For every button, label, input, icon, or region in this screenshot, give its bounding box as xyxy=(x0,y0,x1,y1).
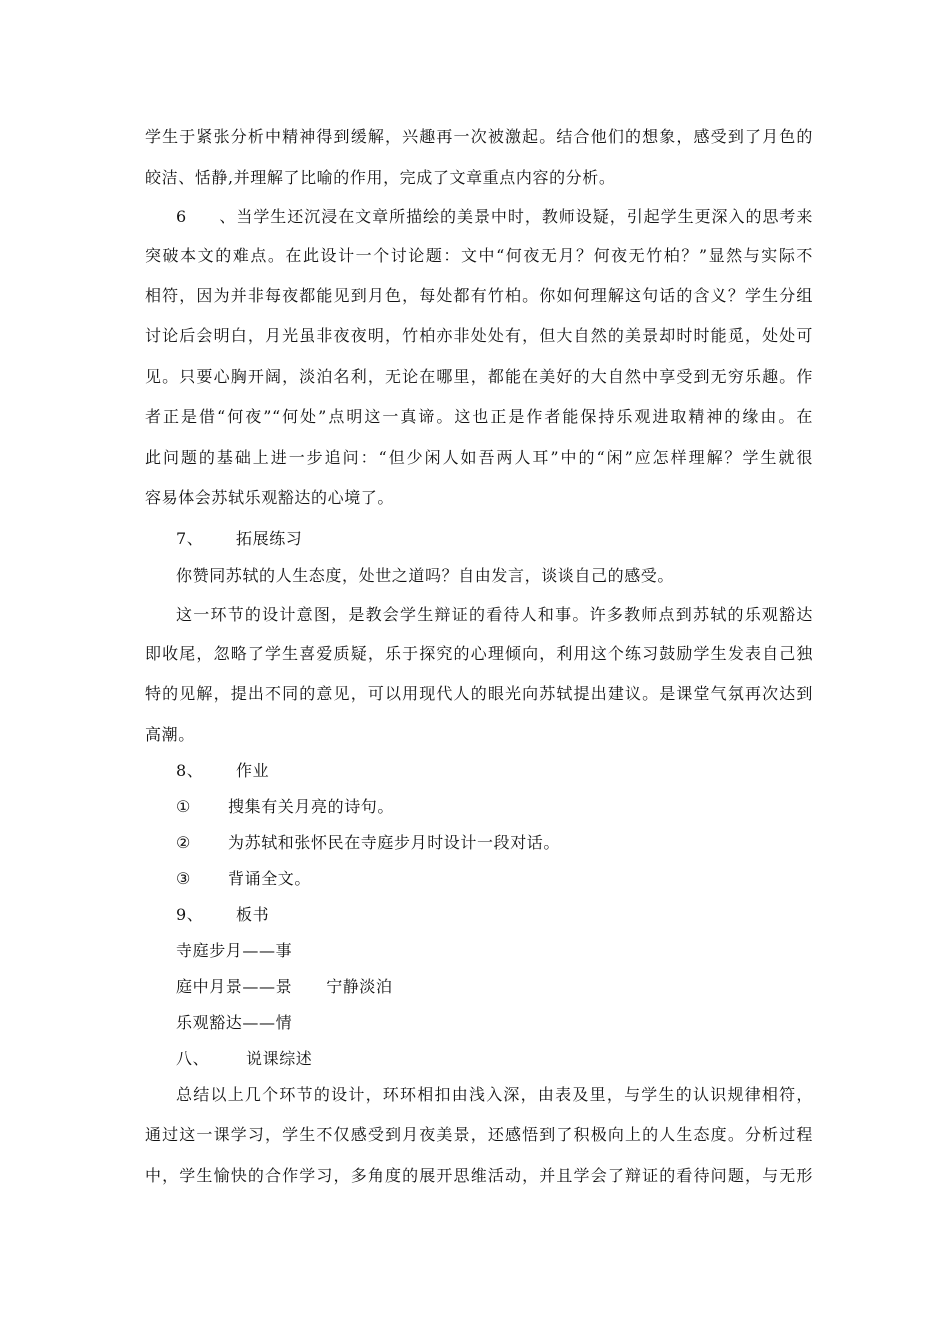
paragraph-line: 你赞同苏轼的人生态度，处世之道吗？自由发言，谈谈自己的感受。 xyxy=(176,566,675,585)
item-number: 6、 xyxy=(176,207,236,226)
paragraph-line: 通过这一课学习，学生不仅感受到月夜美景，还感悟到了积极向上的人生态度。分析过程 xyxy=(145,1125,813,1144)
item-8-heading xyxy=(176,761,813,781)
item-title: 板书 xyxy=(236,905,270,924)
board-line: 寺庭步月——事 xyxy=(176,941,293,960)
paragraph-line: 突破本文的难点。在此设计一个讨论题：文中“何夜无月？何夜无竹柏？”显然与实际不 xyxy=(145,246,813,265)
item-title: 作业 xyxy=(236,761,270,780)
section-number: 八、 xyxy=(176,1049,210,1068)
paragraph-line: 即收尾，忽略了学生喜爱质疑，乐于探究的心理倾向，利用这个练习鼓励学生发表自己独 xyxy=(145,644,813,663)
paragraph-line: 讨论后会明白，月光虽非夜夜明，竹柏亦非处处有，但大自然的美景却时时能觅，处处可 xyxy=(145,326,813,345)
homework-item xyxy=(176,869,813,889)
section-8-heading xyxy=(176,1049,813,1069)
circled-number: ③ xyxy=(176,869,191,888)
paragraph-line: 见。只要心胸开阔，淡泊名利，无论在哪里，都能在美好的大自然中享受到无穷乐趣。作 xyxy=(145,367,813,386)
item-number: 9、 xyxy=(176,905,204,924)
board-theme: 宁静淡泊 xyxy=(326,977,393,996)
homework-item xyxy=(176,797,813,817)
item-7-heading xyxy=(176,529,813,549)
paragraph-line: 者正是借“何夜”“何处”点明这一真谛。这也正是作者能保持乐观进取精神的缘由。在 xyxy=(145,407,813,426)
paragraph-line: 中，学生愉快的合作学习，多角度的展开思维活动，并且学会了辩证的看待问题，与无形 xyxy=(145,1166,813,1185)
paragraph-line: 相符，因为并非每夜都能见到月色，每处都有竹柏。你如何理解这句话的含义？学生分组 xyxy=(145,286,813,305)
section-title: 说课综述 xyxy=(246,1049,313,1068)
board-text: 庭中月景——景 xyxy=(176,977,293,996)
item-title: 拓展练习 xyxy=(236,529,303,548)
homework-item xyxy=(176,833,813,853)
paragraph-line: 皎洁、恬静,并理解了比喻的作用，完成了文章重点内容的分析。 xyxy=(145,168,616,187)
board-line: 乐观豁达——情 xyxy=(176,1013,293,1032)
item-number: 8、 xyxy=(176,761,204,780)
paragraph-line: 高潮。 xyxy=(145,725,195,744)
board-line xyxy=(176,977,813,997)
paragraph-line: 容易体会苏轼乐观豁达的心境了。 xyxy=(145,488,395,507)
item-text: 当学生还沉浸在文章所描绘的美景中时，教师设疑，引起学生更深入的思考来 xyxy=(236,207,813,226)
homework-text: 为苏轼和张怀民在寺庭步月时设计一段对话。 xyxy=(228,833,561,852)
paragraph-line: 特的见解，提出不同的意见，可以用现代人的眼光向苏轼提出建议。是课堂气氛再次达到 xyxy=(145,684,813,703)
item-number: 7、 xyxy=(176,529,204,548)
paragraph-line: 总结以上几个环节的设计，环环相扣由浅入深，由表及里，与学生的认识规律相符， xyxy=(176,1085,813,1104)
homework-text: 搜集有关月亮的诗句。 xyxy=(228,797,395,816)
item-6-line xyxy=(176,207,813,227)
circled-number: ② xyxy=(176,833,191,852)
paragraph-line: 这一环节的设计意图，是教会学生辩证的看待人和事。许多教师点到苏轼的乐观豁达 xyxy=(176,605,813,624)
circled-number: ① xyxy=(176,797,191,816)
paragraph-line: 学生于紧张分析中精神得到缓解，兴趣再一次被激起。结合他们的想象，感受到了月色的 xyxy=(145,127,813,146)
item-9-heading xyxy=(176,905,813,925)
homework-text: 背诵全文。 xyxy=(228,869,312,888)
paragraph-line: 此问题的基础上进一步追问：“但少闲人如吾两人耳”中的“闲”应怎样理解？学生就很 xyxy=(145,448,813,467)
